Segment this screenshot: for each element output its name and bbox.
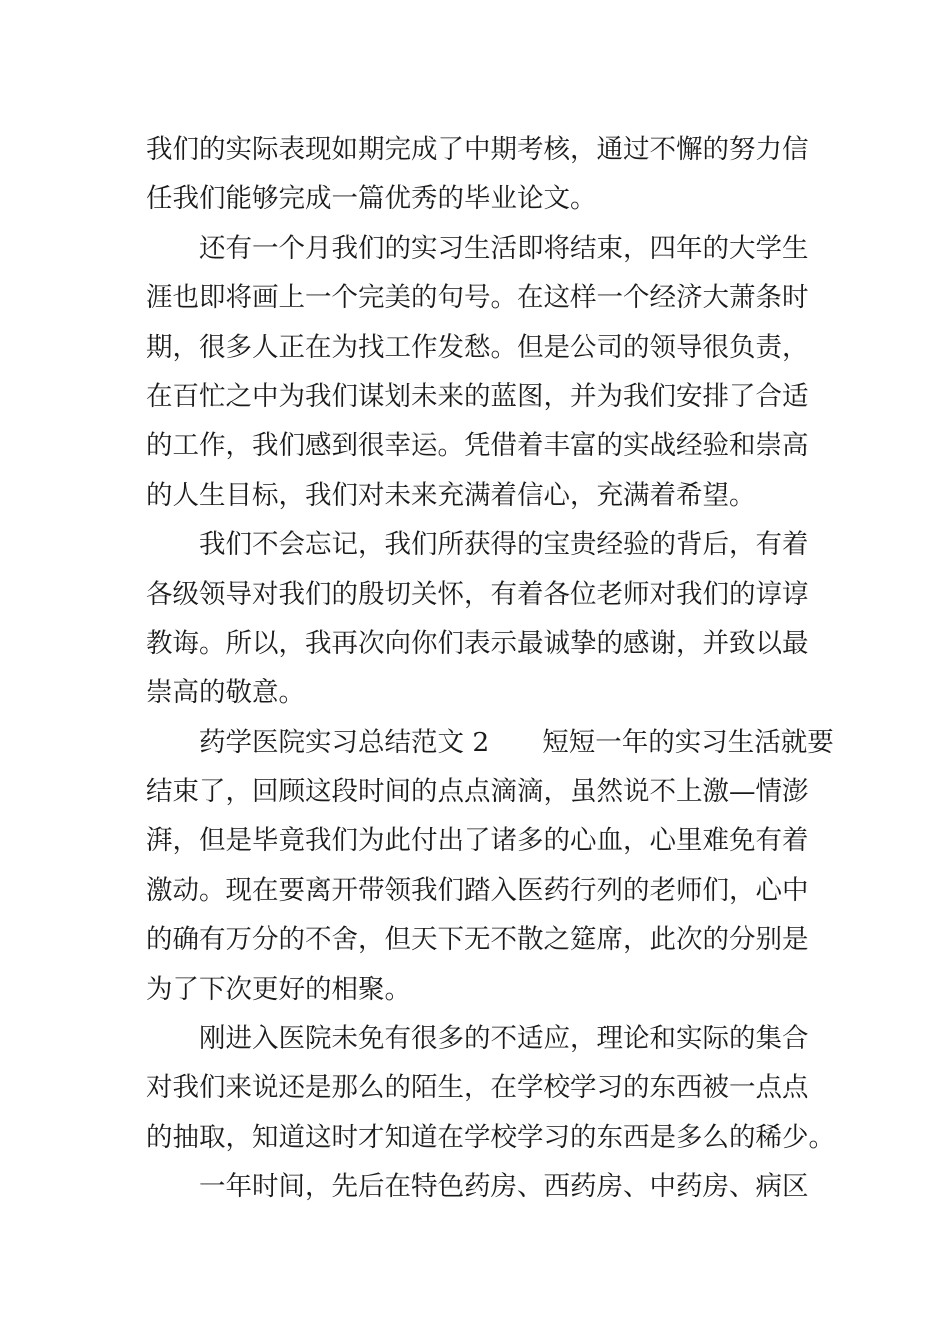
text-line: 对我们来说还是那么的陌生，在学校学习的东西被一点点 (146, 1072, 809, 1104)
text-line: 任我们能够完成一篇优秀的毕业论文。 (146, 183, 597, 215)
text-line: 崇高的敬意。 (146, 677, 305, 709)
text-line: 我们的实际表现如期完成了中期考核，通过不懈的努力信 (146, 134, 809, 165)
text-line: 药学医院实习总结范文 2 短短一年的实习生活就要 (199, 726, 834, 758)
text-line: 涯也即将画上一个完美的句号。在这样一个经济大萧条时 (146, 282, 809, 314)
text-line: 结束了，回顾这段时间的点点滴滴，虽然说不上激—情澎 (146, 776, 809, 808)
text-line: 的抽取，知道这时才知道在学校学习的东西是多么的稀少。 (146, 1121, 835, 1153)
text-line: 的工作，我们感到很幸运。凭借着丰富的实战经验和崇高 (146, 430, 809, 462)
text-line: 为了下次更好的相聚。 (146, 973, 411, 1005)
text-line: 我们不会忘记，我们所获得的宝贵经验的背后，有着 (199, 529, 809, 561)
text-line: 的人生目标，我们对未来充满着信心，充满着希望。 (146, 479, 756, 511)
text-line: 还有一个月我们的实习生活即将结束，四年的大学生 (199, 232, 809, 264)
text-line: 刚进入医院未免有很多的不适应，理论和实际的集合 (199, 1023, 809, 1055)
text-line: 激动。现在要离开带领我们踏入医药行列的老师们，心中 (146, 874, 809, 906)
text-line: 教诲。所以，我再次向你们表示最诚挚的感谢，并致以最 (146, 627, 809, 659)
document-body (146, 125, 835, 1212)
text-line: 的确有万分的不舍，但天下无不散之筵席，此次的分别是 (146, 924, 809, 956)
text-line: 期，很多人正在为找工作发愁。但是公司的领导很负责， (146, 331, 809, 363)
text-line: 湃，但是毕竟我们为此付出了诸多的心血，心里难免有着 (146, 825, 809, 857)
text-line: 一年时间，先后在特色药房、西药房、中药房、病区 (199, 1171, 809, 1203)
text-line: 各级领导对我们的殷切关怀，有着各位老师对我们的谆谆 (146, 578, 809, 610)
text-line: 在百忙之中为我们谋划未来的蓝图，并为我们安排了合适 (146, 380, 809, 412)
